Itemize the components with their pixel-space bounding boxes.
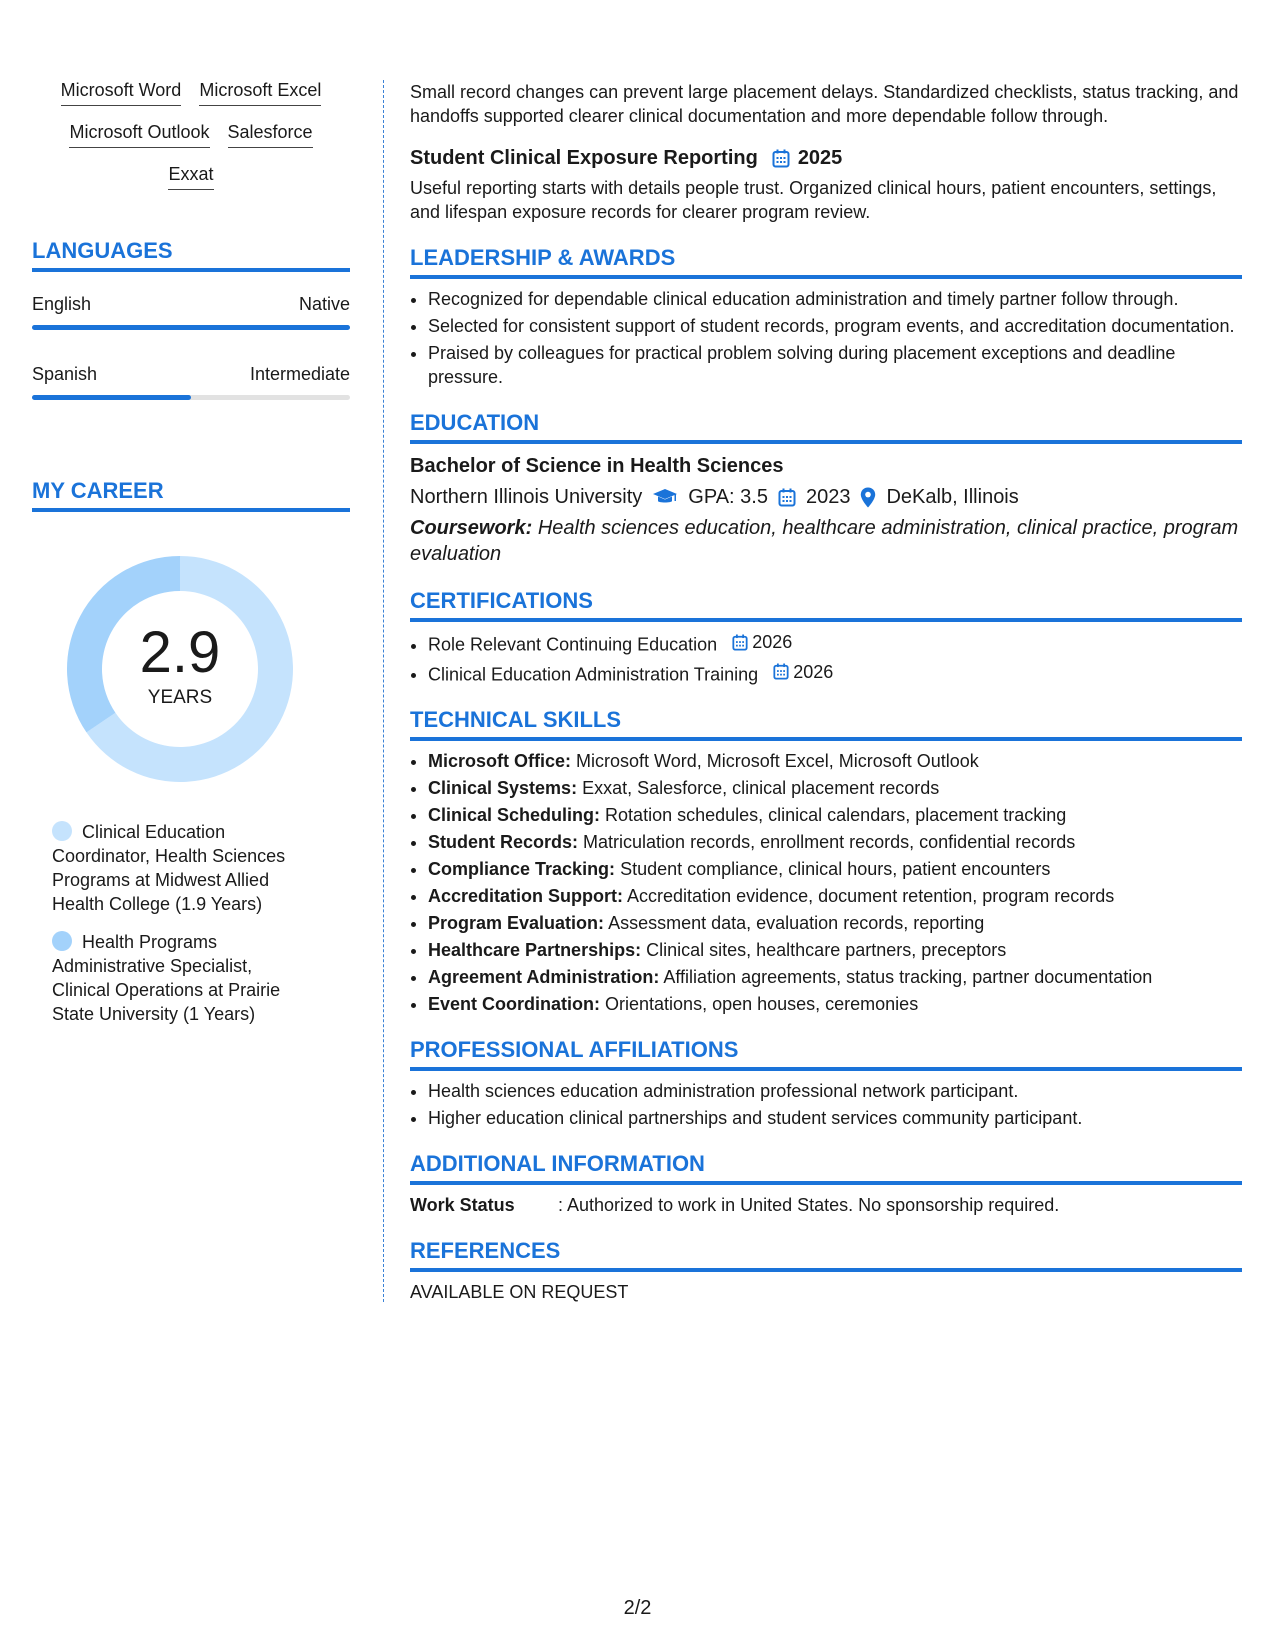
education-school: Northern Illinois University [410, 486, 643, 508]
sidebar [32, 78, 350, 1040]
career-unit: YEARS [147, 687, 213, 708]
language-english [32, 294, 350, 330]
skill-tag: Exxat [168, 162, 213, 190]
skill-category: Compliance Tracking: [428, 859, 616, 879]
list-item: • Health sciences education administration professional network participant. [428, 1079, 1242, 1103]
skill-values: Orientations, open houses, ceremonies [605, 994, 919, 1014]
skill-tag: Microsoft Outlook [69, 120, 209, 148]
list-item [428, 830, 1242, 854]
certification-year: 2026 [793, 661, 834, 682]
education-details [410, 483, 1242, 511]
list-item [428, 992, 1242, 1016]
calendar-icon [773, 663, 789, 680]
list-item [428, 660, 1242, 687]
career-legend-label: Clinical Education Coordinator, Health Sciences Programs at Midwest Allied Health College (1.9 Years) [52, 822, 286, 914]
career-legend-label: Health Programs Administrative Specialist, Clinical Operations at Prairie State University (1 Years) [52, 932, 281, 1024]
column-divider [383, 80, 384, 1302]
skill-tag: Microsoft Word [61, 78, 182, 106]
project-title: Student Clinical Exposure Reporting [410, 147, 758, 169]
skill-category: Microsoft Office: [428, 751, 572, 771]
skill-category: Clinical Systems: [428, 778, 578, 798]
list-item [428, 776, 1242, 800]
list-item [428, 965, 1242, 989]
work-status-value: : Authorized to work in United States. No sponsorship required. [558, 1195, 1060, 1215]
language-bar-fill [32, 395, 191, 400]
list-item [428, 857, 1242, 881]
skill-category: Student Records: [428, 832, 579, 852]
language-bar [32, 325, 350, 330]
project-title-row [410, 144, 1242, 172]
skill-values: Accreditation evidence, document retention, program records [627, 886, 1115, 906]
calendar-icon [778, 488, 796, 507]
certification-year: 2026 [752, 632, 793, 652]
list-item: • Praised by colleagues for practical problem solving during placement exceptions and deadline pressure. [428, 341, 1242, 389]
certification-name: Clinical Education Administration Training [428, 664, 759, 684]
list-item [428, 911, 1242, 935]
work-status-row [410, 1193, 1242, 1217]
leadership-heading: LEADERSHIP & AWARDS [410, 244, 1242, 279]
project-intro: Small record changes can prevent large placement delays. Standardized checklists, status tracking, and handoffs supported clearer clinical documentation and more dependable follow through. [410, 82, 1239, 126]
list-item [428, 884, 1242, 908]
calendar-icon [772, 149, 790, 168]
graduation-cap-icon [652, 488, 678, 506]
education-coursework [410, 515, 1242, 567]
language-spanish [32, 364, 350, 400]
legend-dot [52, 821, 72, 841]
main-content [410, 80, 1242, 1304]
references-heading: REFERENCES [410, 1237, 1242, 1272]
language-name: Spanish [32, 364, 98, 384]
language-level: Intermediate [249, 364, 350, 384]
skill-values: Matriculation records, enrollment records, confidential records [583, 832, 1076, 852]
career-legend-item [52, 820, 302, 916]
skill-category: Accreditation Support: [428, 886, 624, 906]
additional-info-heading: ADDITIONAL INFORMATION [410, 1150, 1242, 1185]
language-bar [32, 395, 350, 400]
certifications-heading: CERTIFICATIONS [410, 587, 1242, 622]
skill-category: Program Evaluation: [428, 913, 605, 933]
certification-name: Role Relevant Continuing Education [428, 634, 718, 655]
technical-skills-list [410, 749, 1242, 1016]
career-heading: MY CAREER [32, 478, 350, 512]
affiliations-list [410, 1079, 1242, 1130]
skill-values: Student compliance, clinical hours, patient encounters [620, 859, 1051, 879]
language-bar-fill [32, 325, 350, 330]
coursework-text: Health sciences education, healthcare administration, clinical practice, program evaluation [410, 517, 1239, 565]
career-total: 2.9 [139, 620, 221, 685]
certifications-list [410, 630, 1242, 686]
education-gpa: GPA: 3.5 [688, 486, 768, 508]
language-name: English [32, 294, 92, 314]
legend-dot [52, 931, 72, 951]
list-item [428, 630, 1242, 657]
education-degree: Bachelor of Science in Health Sciences [410, 455, 784, 477]
skill-values: Assessment data, evaluation records, reporting [608, 913, 985, 933]
list-item: • Selected for consistent support of student records, program events, and accreditation documentation. [428, 314, 1242, 338]
location-pin-icon [860, 487, 876, 508]
skill-category: Clinical Scheduling: [428, 805, 601, 825]
list-item [428, 749, 1242, 773]
skill-category: Healthcare Partnerships: [428, 940, 642, 960]
skill-values: Clinical sites, healthcare partners, preceptors [646, 940, 1007, 960]
career-legend [52, 820, 302, 1026]
list-item [428, 803, 1242, 827]
education-heading: EDUCATION [410, 409, 1242, 444]
skill-tag: Microsoft Excel [199, 78, 321, 106]
skill-values: Affiliation agreements, status tracking, partner documentation [663, 967, 1153, 987]
project-year: 2025 [797, 147, 843, 169]
list-item: • Higher education clinical partnerships and student services community participant. [428, 1106, 1242, 1130]
skill-category: Event Coordination: [428, 994, 600, 1014]
leadership-list [410, 287, 1242, 389]
list-item [428, 938, 1242, 962]
skill-values: Microsoft Word, Microsoft Excel, Microsoft Outlook [576, 751, 979, 771]
coursework-label: Coursework: [410, 517, 533, 539]
career-donut-chart [65, 554, 295, 784]
list-item: • Recognized for dependable clinical education administration and timely partner follow through. [428, 287, 1242, 311]
page-number: 2/2 [623, 1597, 652, 1619]
skill-tag: Salesforce [228, 120, 313, 148]
languages-heading: LANGUAGES [32, 238, 350, 272]
skill-values: Rotation schedules, clinical calendars, placement tracking [605, 805, 1067, 825]
education-location: DeKalb, Illinois [886, 486, 1019, 508]
skill-values: Exxat, Salesforce, clinical placement records [582, 778, 940, 798]
work-status-label: Work Status [410, 1195, 515, 1215]
language-level: Native [298, 294, 350, 314]
affiliations-heading: PROFESSIONAL AFFILIATIONS [410, 1036, 1242, 1071]
calendar-icon [732, 634, 748, 651]
education-year: 2023 [805, 486, 851, 508]
skill-category: Agreement Administration: [428, 967, 660, 987]
project-description: Useful reporting starts with details people trust. Organized clinical hours, patient encounters, settings, and lifespan exposure records for clearer program review. [410, 178, 1217, 222]
references-text: AVAILABLE ON REQUEST [410, 1282, 629, 1302]
career-legend-item [52, 930, 302, 1026]
skill-tags [32, 78, 350, 190]
technical-skills-heading: TECHNICAL SKILLS [410, 706, 1242, 741]
